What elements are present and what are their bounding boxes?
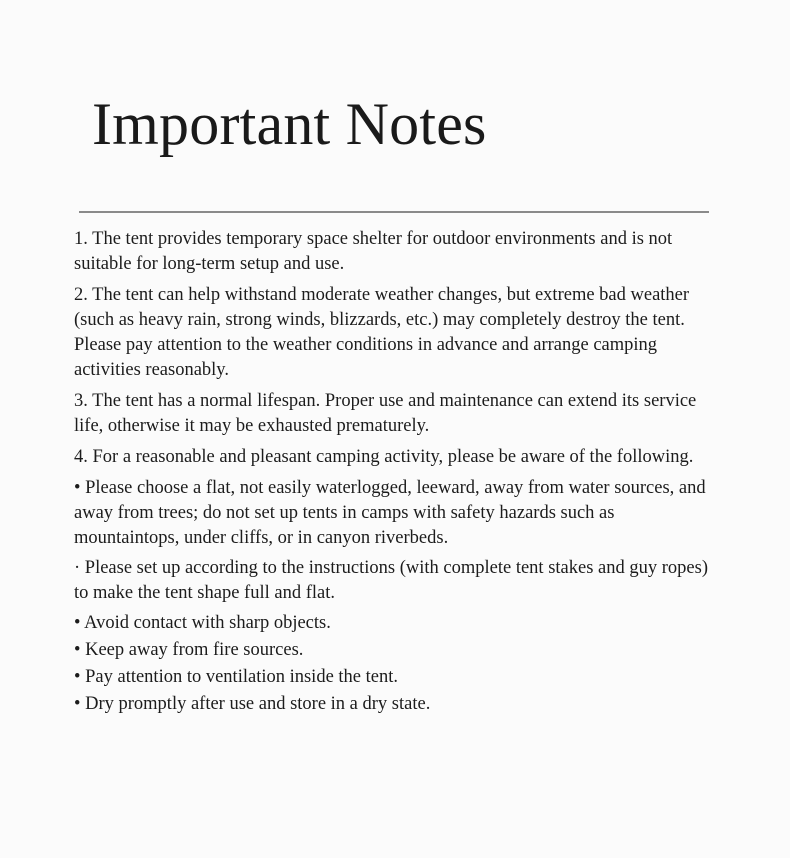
title-divider [79, 211, 709, 213]
bullet-item-fire-sources: • Keep away from fire sources. [74, 640, 304, 660]
bullet-item-site-selection: • Please choose a flat, not easily waterlogged, leeward, away from water sources, and away from trees; do not set up tents in camps with safety hazards such as mountaintops, under cliffs, or in canyon riverbeds. [74, 478, 706, 548]
bullet-item-setup-instructions: · Please set up according to the instructions (with complete tent stakes and guy ropes) to make the tent shape full and flat. [74, 558, 708, 603]
bullet-list [74, 476, 710, 717]
bullet-item-sharp-objects: • Avoid contact with sharp objects. [74, 613, 331, 633]
bullet-item-ventilation: • Pay attention to ventilation inside the tent. [74, 667, 399, 687]
note-3: 3. The tent has a normal lifespan. Proper use and maintenance can extend its service life, otherwise it may be exhausted prematurely. [74, 391, 697, 436]
bullet-item-dry-storage: • Dry promptly after use and store in a dry state. [74, 694, 431, 714]
note-4: 4. For a reasonable and pleasant camping activity, please be aware of the following. [74, 447, 694, 467]
page-title: Important Notes [92, 91, 487, 157]
notes-body [74, 227, 710, 719]
note-2: 2. The tent can help withstand moderate weather changes, but extreme bad weather (such as heavy rain, strong winds, blizzards, etc.) may completely destroy the tent. Please pay attention to the weather conditions in advance and arrange camping activities reasonably. [74, 285, 690, 380]
note-1: 1. The tent provides temporary space shelter for outdoor environments and is not suitable for long-term setup and use. [74, 229, 673, 274]
